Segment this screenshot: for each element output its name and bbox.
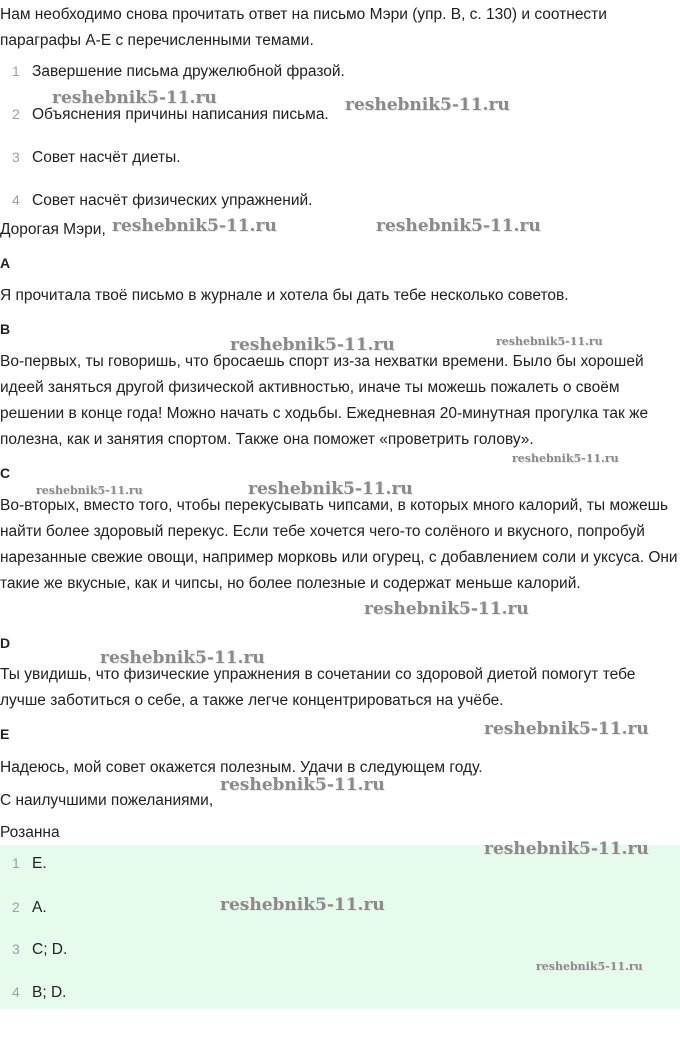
topic-item-1 (12, 58, 345, 84)
watermark: reshebnik5-11.ru (112, 216, 277, 236)
paragraph-a: Я прочитала твоё письмо в журнале и хотела бы дать тебе несколько советов. (0, 287, 569, 304)
watermark: reshebnik5-11.ru (364, 599, 529, 619)
answer-item-1 (12, 850, 47, 876)
watermark: reshebnik5-11.ru (248, 479, 413, 499)
paragraph-b: Во-первых, ты говоришь, что бросаешь спорт из-за нехватки времени. Было бы хорошей идеей заняться другой физической активностью, иначе ты можешь пожалеть о своём решении в конце года! Можно начать с ходьбы. Ежедневная 20-минутная прогулка так же полезна, как и занятия спортом. Также она поможет «проветрить голову». (0, 353, 649, 448)
paragraph-label-a: A (0, 255, 11, 271)
watermark: reshebnik5-11.ru (220, 895, 385, 915)
paragraph-d: Ты увидишь, что физические упражнения в сочетании со здоровой диетой помогут тебе лучше заботиться о себе, а также легче концентрироваться на учёбе. (0, 666, 636, 709)
watermark: reshebnik5-11.ru (100, 648, 265, 668)
paragraph-label-c: C (0, 465, 11, 481)
watermark: reshebnik5-11.ru (484, 839, 649, 859)
watermark: reshebnik5-11.ru (536, 960, 643, 973)
paragraph-c: Во-вторых, вместо того, чтобы перекусывать чипсами, в которых много калорий, ты можешь найти более здоровый перекус. Если тебе хочется чего-то солёного и вкусного, попробуй нарезанные свежие овощи, например морковь или огурец, с добавлением соли и уксуса. Они такие же вкусные, как и чипсы, но более полезные и содержат меньше калорий. (0, 497, 678, 592)
topic-item-3 (12, 144, 181, 170)
paragraph-label-b: B (0, 321, 11, 337)
watermark: reshebnik5-11.ru (36, 484, 143, 497)
topic-text: Объяснения причины написания письма. (32, 106, 329, 123)
answer-number: 4 (12, 984, 20, 1000)
watermark: reshebnik5-11.ru (484, 719, 649, 739)
watermark: reshebnik5-11.ru (230, 335, 395, 355)
watermark: reshebnik5-11.ru (512, 452, 619, 465)
topic-text: Совет насчёт диеты. (32, 149, 181, 166)
topic-number: 3 (12, 149, 20, 165)
letter-greeting: Дорогая Мэри, (0, 221, 106, 238)
answer-text: C; D. (32, 941, 68, 958)
answer-number: 3 (12, 941, 20, 957)
task-instruction: Нам необходимо снова прочитать ответ на письмо Мэри (упр. B, с. 130) и соотнести параграфы A-E с перечисленными темами. (0, 6, 607, 49)
paragraph-label-d: D (0, 635, 11, 651)
answer-number: 1 (12, 855, 20, 871)
topic-item-2 (12, 101, 329, 127)
topic-text: Совет насчёт физических упражнений. (32, 192, 313, 209)
watermark: reshebnik5-11.ru (376, 216, 541, 236)
paragraph-label-e: E (0, 726, 10, 742)
answer-item-4 (12, 979, 66, 1005)
answer-item-2 (12, 894, 47, 920)
topic-number: 4 (12, 192, 20, 208)
topic-text: Завершение письма дружелюбной фразой. (32, 63, 345, 80)
topic-number: 2 (12, 106, 20, 122)
topic-number: 1 (12, 63, 20, 79)
answer-text: A. (32, 899, 47, 916)
letter-closing: С наилучшими пожеланиями, (0, 792, 214, 809)
answer-text: E. (32, 855, 47, 872)
letter-signature: Розанна (0, 824, 60, 841)
answer-number: 2 (12, 899, 20, 915)
watermark: reshebnik5-11.ru (345, 95, 510, 115)
answer-text: B; D. (32, 984, 67, 1001)
watermark: reshebnik5-11.ru (496, 335, 603, 348)
watermark: reshebnik5-11.ru (220, 775, 385, 795)
answer-item-3 (12, 936, 67, 962)
topic-item-4 (12, 187, 312, 213)
watermark: reshebnik5-11.ru (52, 88, 217, 108)
paragraph-e: Надеюсь, мой совет окажется полезным. Удачи в следующем году. (0, 759, 483, 776)
answer-block (0, 845, 680, 1009)
